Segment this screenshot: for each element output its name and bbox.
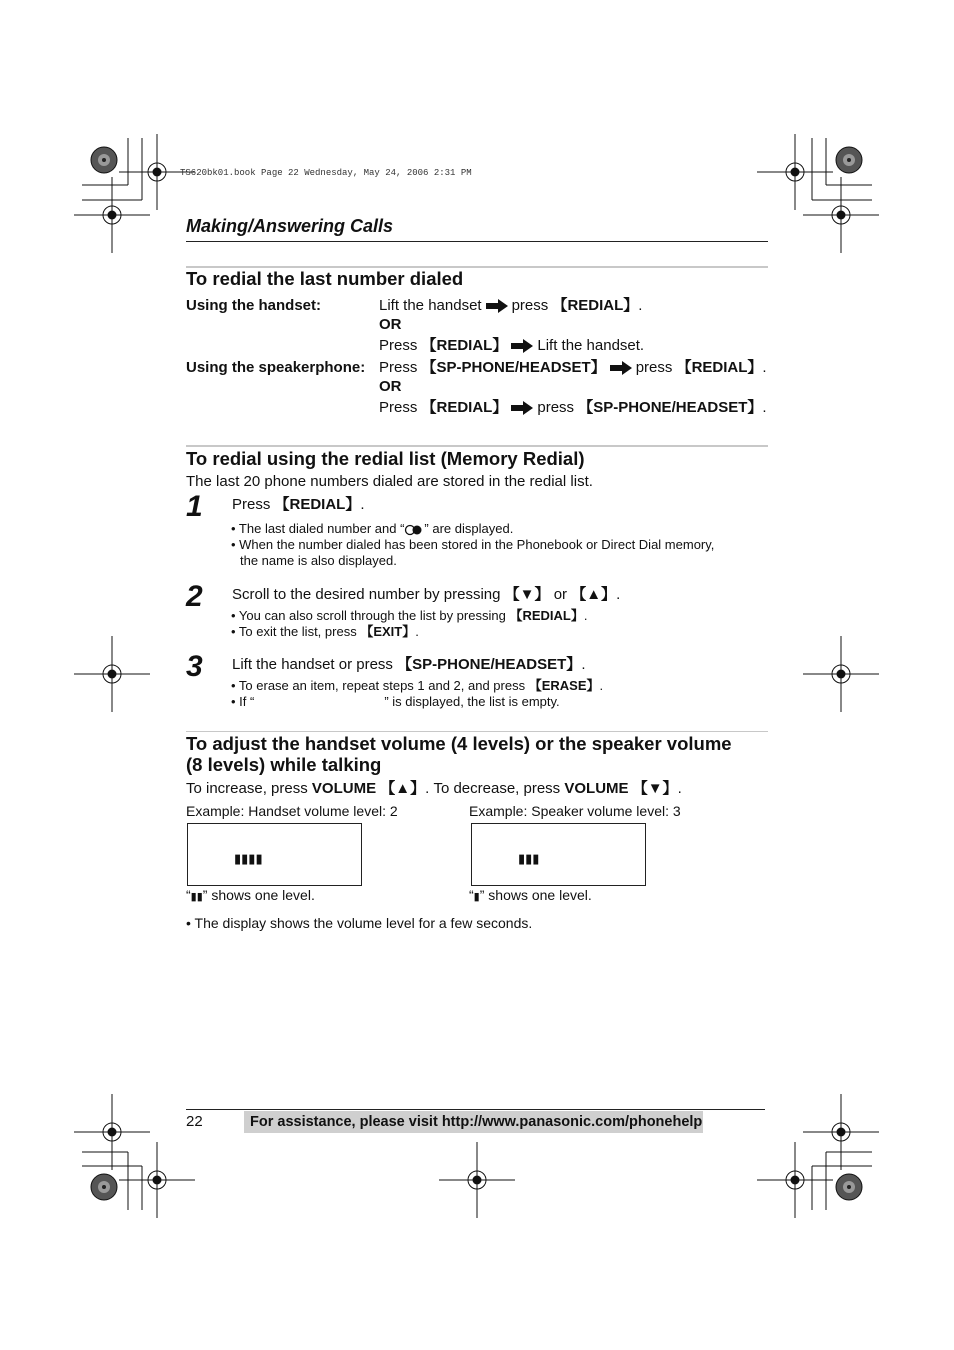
exit-key: 【EXIT】 bbox=[360, 624, 416, 639]
page-header-title: Making/Answering Calls bbox=[186, 216, 394, 236]
redial-key: 【REDIAL】 bbox=[552, 297, 639, 314]
redial-key: 【REDIAL】 bbox=[274, 496, 361, 513]
section2-intro: The last 20 phone numbers dialed are stored in the redial list. bbox=[186, 473, 593, 490]
section3-rule bbox=[186, 731, 768, 732]
step-1-bullet-1: • The last dialed number and “ ” are displayed. bbox=[231, 521, 514, 536]
step-3-bullet-2: • If “ ” is displayed, the list is empty. bbox=[231, 694, 560, 709]
speaker-level-caption: “▮” shows one level. bbox=[469, 887, 592, 903]
or-label: OR bbox=[379, 378, 402, 395]
step-2-text: Scroll to the desired number by pressing 【▼】 or 【▲】. bbox=[232, 586, 621, 603]
arrow-right-icon bbox=[511, 401, 533, 415]
sp-phone-key: 【SP-PHONE/HEADSET】 bbox=[397, 656, 582, 673]
redial-key: 【REDIAL】 bbox=[509, 608, 584, 623]
handset-instruction-1: Lift the handset press 【REDIAL】. bbox=[379, 297, 643, 314]
section3-title-line1: To adjust the handset volume (4 levels) or the speaker volume bbox=[186, 733, 732, 754]
step-1-bullet-2: • When the number dialed has been stored in the Phonebook or Direct Dial memory, bbox=[231, 537, 715, 552]
step-3-number: 3 bbox=[186, 650, 203, 683]
volume-note: • The display shows the volume level for a few seconds. bbox=[186, 915, 533, 931]
section3-title-line2: (8 levels) while talking bbox=[186, 754, 382, 775]
handset-volume-bars: ▮▮▮▮ bbox=[234, 852, 263, 867]
arrow-right-icon bbox=[511, 339, 533, 353]
arrow-right-icon bbox=[486, 299, 508, 313]
redial-key: 【REDIAL】 bbox=[421, 337, 508, 354]
sp-phone-key: 【SP-PHONE/HEADSET】 bbox=[578, 399, 763, 416]
handset-lcd-example bbox=[187, 823, 362, 886]
up-key: 【▲】 bbox=[380, 780, 426, 797]
handset-label: Using the handset: bbox=[186, 297, 322, 314]
section2-rule bbox=[186, 445, 768, 447]
speaker-lcd-example bbox=[471, 823, 646, 886]
footer-rule bbox=[186, 1109, 765, 1110]
handset-instruction-2: Press 【REDIAL】 Lift the handset. bbox=[379, 337, 645, 354]
example-speaker-label: Example: Speaker volume level: 3 bbox=[469, 803, 681, 819]
speakerphone-label: Using the speakerphone: bbox=[186, 359, 366, 376]
redial-key: 【REDIAL】 bbox=[421, 399, 508, 416]
level-bar-symbol: ▮▮ bbox=[190, 890, 203, 903]
book-slug: TS620bk01.book Page 22 Wednesday, May 24, 2006 2:31 PM bbox=[180, 168, 472, 178]
example-handset-label: Example: Handset volume level: 2 bbox=[186, 803, 398, 819]
up-key: 【▲】 bbox=[571, 586, 617, 603]
step-1-bullet-2-cont: the name is also displayed. bbox=[240, 553, 397, 568]
section2-title: To redial using the redial list (Memory Redial) bbox=[186, 448, 585, 469]
step-3-bullet-1: • To erase an item, repeat steps 1 and 2, and press 【ERASE】. bbox=[231, 678, 604, 693]
header-rule bbox=[186, 241, 768, 242]
sp-phone-key: 【SP-PHONE/HEADSET】 bbox=[421, 359, 606, 376]
section1-title: To redial the last number dialed bbox=[186, 268, 464, 289]
step-2-bullet-2: • To exit the list, press 【EXIT】. bbox=[231, 624, 419, 639]
redial-memory-icon bbox=[404, 524, 424, 536]
step-3-text: Lift the handset or press 【SP-PHONE/HEADSET】. bbox=[232, 656, 586, 673]
arrow-right-icon bbox=[610, 361, 632, 375]
step-1-text: Press 【REDIAL】. bbox=[232, 496, 365, 513]
down-key: 【▼】 bbox=[632, 780, 678, 797]
down-key: 【▼】 bbox=[504, 586, 550, 603]
or-label: OR bbox=[379, 316, 402, 333]
volume-instructions: To increase, press VOLUME 【▲】. To decrease, press VOLUME 【▼】. bbox=[186, 780, 682, 797]
handset-level-caption: “▮▮” shows one level. bbox=[186, 887, 315, 903]
page-number: 22 bbox=[186, 1113, 203, 1130]
redial-key: 【REDIAL】 bbox=[676, 359, 763, 376]
erase-key: 【ERASE】 bbox=[528, 678, 600, 693]
step-2-bullet-1: • You can also scroll through the list by pressing 【REDIAL】. bbox=[231, 608, 588, 623]
level-bar-symbol: ▮ bbox=[473, 890, 480, 903]
step-2-number: 2 bbox=[186, 580, 203, 613]
speaker-instruction-1: Press 【SP-PHONE/HEADSET】 press 【REDIAL】. bbox=[379, 359, 767, 376]
assistance-banner: For assistance, please visit http://www.panasonic.com/phonehelp bbox=[244, 1111, 703, 1133]
step-1-number: 1 bbox=[186, 490, 203, 523]
speaker-volume-bars: ▮▮▮ bbox=[518, 852, 540, 867]
speaker-instruction-2: Press 【REDIAL】 press 【SP-PHONE/HEADSET】. bbox=[379, 399, 767, 416]
